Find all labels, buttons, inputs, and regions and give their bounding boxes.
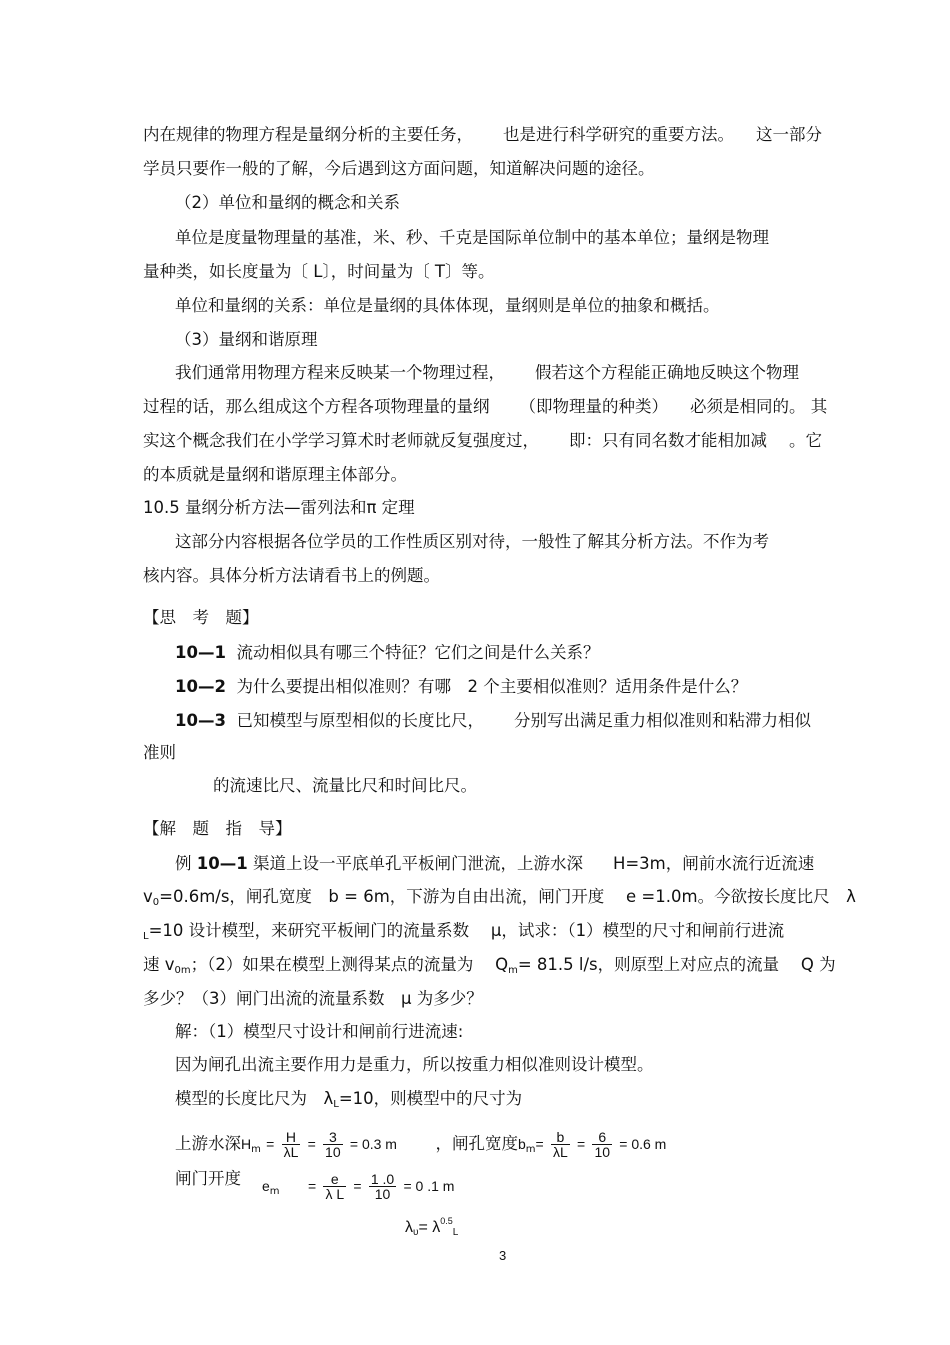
section-heading: 10.5 量纲分析方法—雷列法和π 定理 bbox=[143, 498, 415, 517]
question-item: 10—3 已知模型与原型相似的长度比尺， 分别写出满足重力相似准则和粘滞力相似 bbox=[175, 711, 811, 730]
text-line: 的本质就是量纲和谐原理主体部分。 bbox=[143, 465, 407, 484]
text-line: 内在规律的物理方程是量纲分析的主要任务， 也是进行科学研究的重要方法。 这一部分 bbox=[143, 125, 822, 144]
solution-line: 解：（1）模型尺寸设计和闸前行进流速: bbox=[175, 1022, 464, 1041]
formula-label: 闸门开度 bbox=[175, 1169, 241, 1188]
section-heading: 【思 考 题】 bbox=[143, 608, 259, 627]
text-line: 这部分内容根据各位学员的工作性质区别对待，一般性了解其分析方法。不作为考 bbox=[175, 532, 769, 551]
solution-line: 模型的长度比尺为 $\lambda_L=10$，则模型中的尺寸为 bbox=[175, 1089, 523, 1110]
solution-line: 因为闸孔出流主要作用力是重力，所以按重力相似准则设计模型。 bbox=[175, 1055, 654, 1074]
fraction: $\frac{1 .0}{10}$ bbox=[370, 1171, 395, 1202]
question-item: 10—1 流动相似具有哪三个特征？它们之间是什么关系？ bbox=[175, 643, 600, 662]
fraction: $\frac{3}{10}$ bbox=[325, 1129, 341, 1160]
fraction: $\frac{6}{10}$ bbox=[594, 1129, 611, 1160]
example-line: 例 10—1 渠道上设一平底单孔平板闸门泄流，上游水深 H=3m，闸前水流行近流速 bbox=[175, 854, 815, 873]
text-line: 过程的话，那么组成这个方程各项物理量的量纲 （即物理量的种类） 必须是相同的。 其 bbox=[143, 397, 828, 416]
example-line: 速 $v_{0m}$；（2）如果在模型上测得某点的流量为 $Q_m= 81.5$ l/s，则原型上对应点的流量 Q 为 bbox=[143, 955, 836, 976]
fraction: $\frac{b}{\lambda L}$ bbox=[552, 1129, 568, 1160]
example-line: 多少？（3）闸门出流的流量系数 μ 为多少？ bbox=[143, 989, 483, 1008]
text-line: 核内容。具体分析方法请看书上的例题。 bbox=[143, 566, 440, 585]
text-line: 实这个概念我们在小学学习算术时老师就反复强度过， 即：只有同名数才能相加减 。它 bbox=[143, 431, 822, 450]
question-item: 10—2 为什么要提出相似准则？有哪 2 个主要相似准则？适用条件是什么？ bbox=[175, 677, 748, 696]
page-number: 3 bbox=[499, 1248, 507, 1263]
text-line: 单位和量纲的关系：单位是量纲的具体体现，量纲则是单位的抽象和概括。 bbox=[175, 296, 720, 315]
section-heading: 【解 题 指 导】 bbox=[143, 819, 292, 838]
text-line: 我们通常用物理方程来反映某一个物理过程， 假若这个方程能正确地反映这个物理 bbox=[175, 363, 799, 382]
text-line: 的流速比尺、流量比尺和时间比尺。 bbox=[213, 776, 477, 795]
subheading: （3）量纲和谐原理 bbox=[175, 330, 318, 349]
text-line: 准则 bbox=[143, 743, 176, 762]
fraction: $\frac{e}{\text{λ L}}$ bbox=[325, 1171, 345, 1202]
example-line: $v_0=0.6m/s$，闸孔宽度 b = 6m，下游为自由出流，闸门开度 e =1.0m。今欲按长度比尺 λ bbox=[143, 887, 856, 908]
fraction: $\frac{H}{\lambda L}$ bbox=[283, 1129, 299, 1160]
text-line: 量种类，如长度量为〔 L〕，时间量为〔 T〕等。 bbox=[143, 262, 495, 281]
text-line: 学员只要作一般的了解，今后遇到这方面问题，知道解决问题的途径。 bbox=[143, 159, 655, 178]
example-line: $_L$=10 设计模型，来研究平板闸门的流量系数 μ，试求：（1）模型的尺寸和闸前行进流 bbox=[143, 921, 785, 942]
subheading: （2）单位和量纲的概念和关系 bbox=[175, 193, 400, 212]
formula-line: 上游水深$H_m$ = $\frac{H}{\lambda L}$ = $\frac{3}{10}$ = 0.3 m ，闸孔宽度$b_m=$ $\frac{b}{\lambda L}$ = $\frac{6}{10}$ = 0.6 m bbox=[175, 1129, 667, 1160]
formula-line: $\lambda_\upsilon= \lambda^{0.5}_L$ bbox=[405, 1216, 459, 1238]
formula-line: $e_m$ = $\frac{e}{\text{λ L}}$ = $\frac{1 .0}{10}$ = 0 .1 m bbox=[262, 1171, 455, 1202]
text-line: 单位是度量物理量的基准，米、秒、千克是国际单位制中的基本单位；量纲是物理 bbox=[175, 228, 769, 247]
